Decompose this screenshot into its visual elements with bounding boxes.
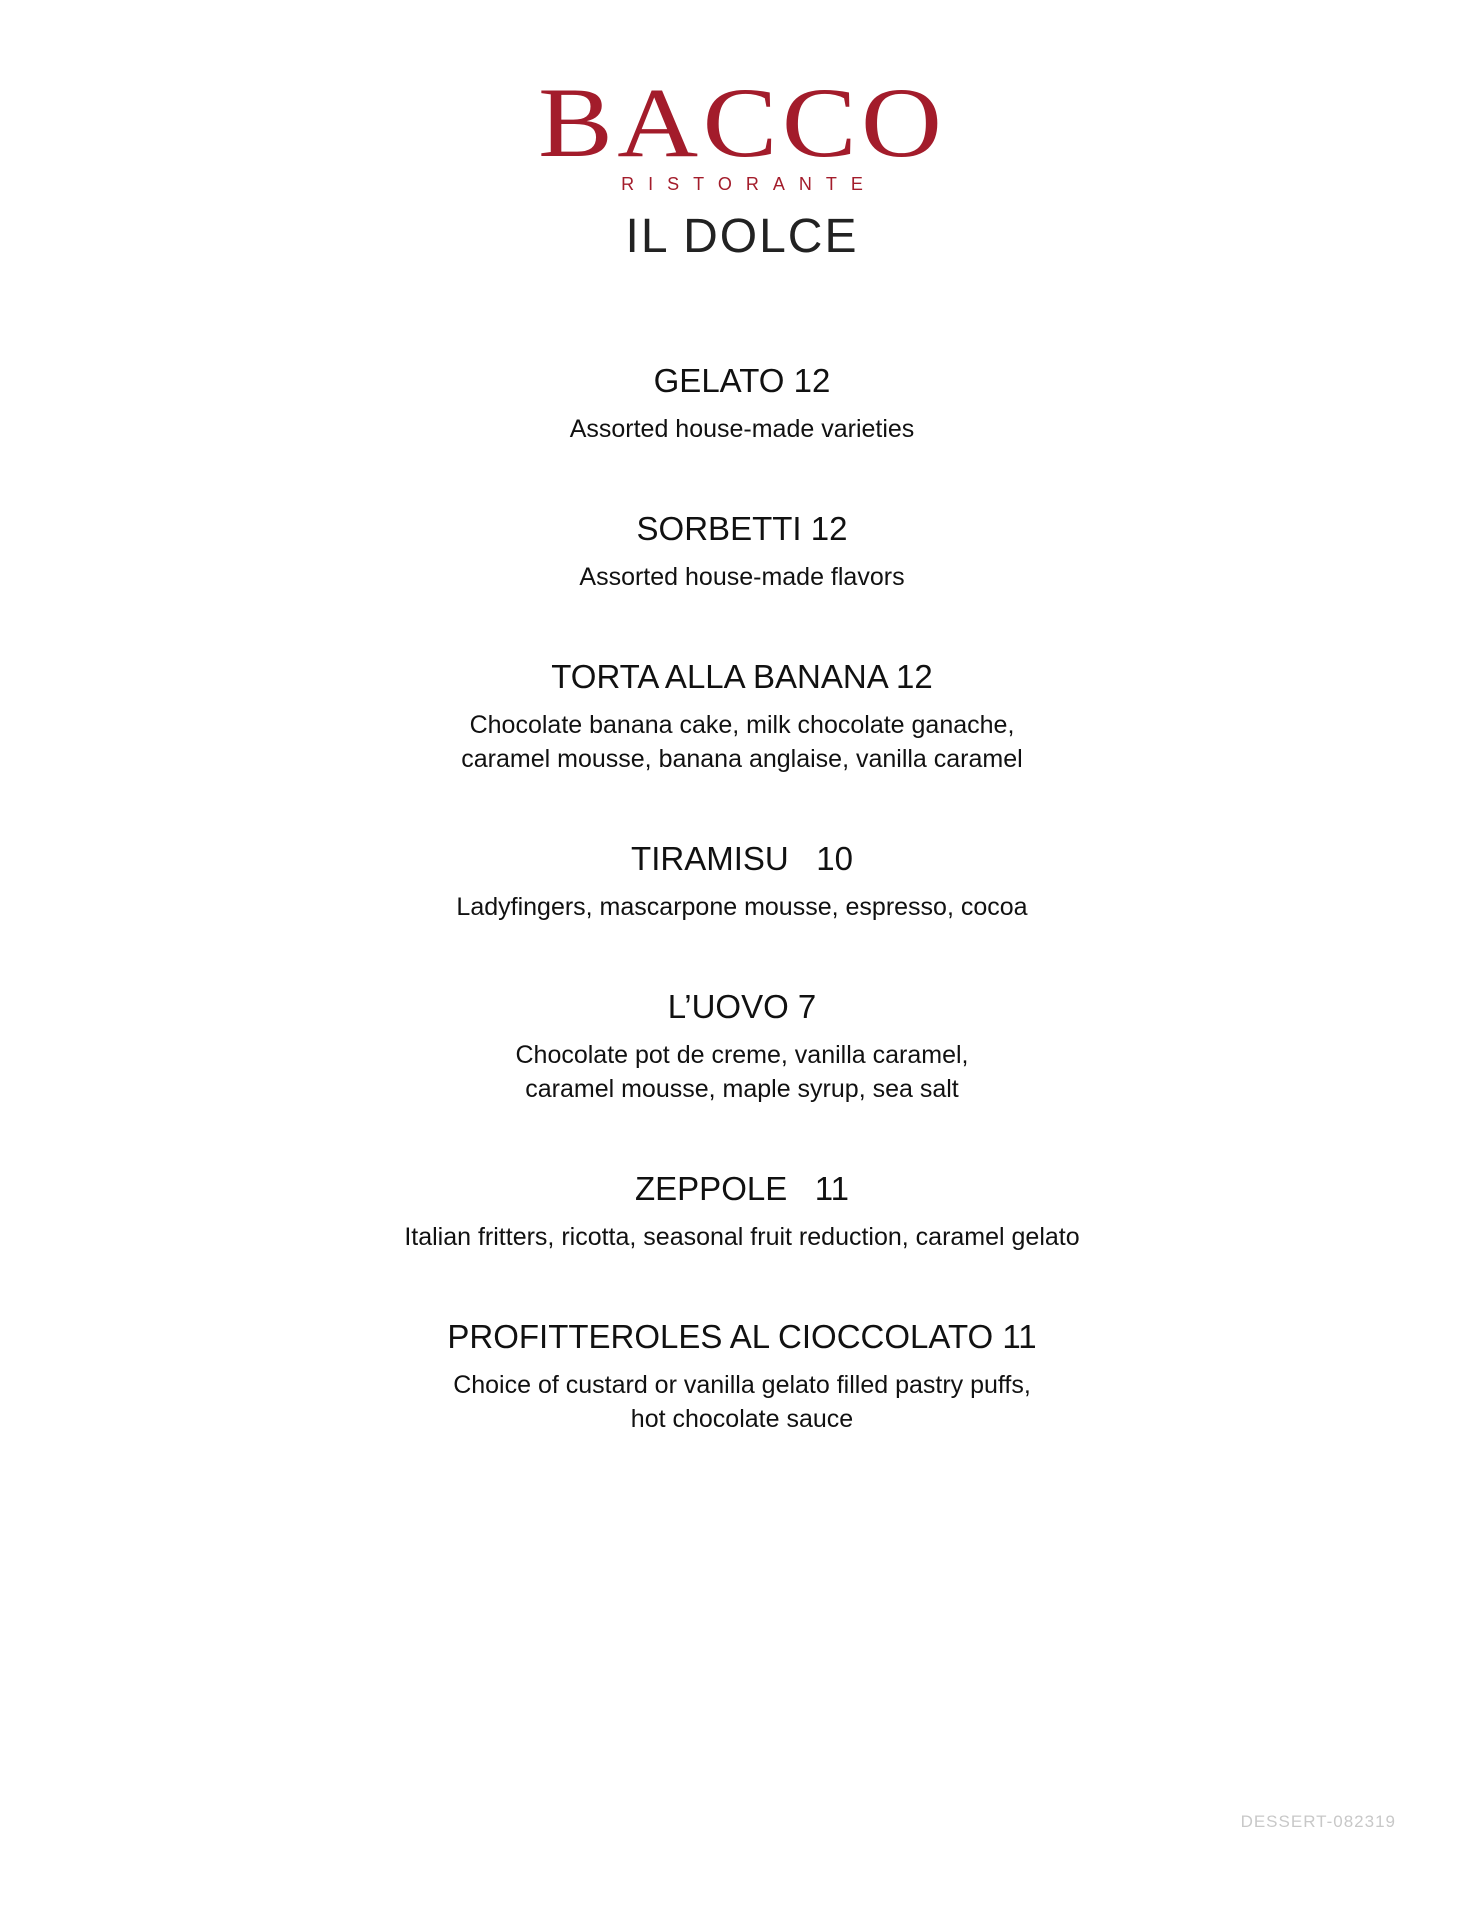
dessert-menu-list	[0, 360, 1484, 1498]
logo	[0, 67, 1484, 195]
logo-name: BACCO	[537, 67, 947, 178]
menu-item-name: PROFITTEROLES AL CIOCCOLATO 11	[447, 1318, 1037, 1355]
menu-item-description	[0, 1220, 1484, 1254]
page-title: IL DOLCE	[625, 210, 859, 263]
menu-item	[0, 1168, 1484, 1254]
menu-item-description-line: Ladyfingers, mascarpone mousse, espresso, cocoa	[456, 893, 1028, 921]
menu-item	[0, 986, 1484, 1106]
menu-item-name: TIRAMISU 10	[631, 840, 853, 877]
menu-item-description	[0, 1368, 1484, 1436]
menu-item	[0, 360, 1484, 446]
menu-item	[0, 508, 1484, 594]
menu-item-description	[0, 890, 1484, 924]
menu-item-name: SORBETTI 12	[636, 510, 848, 547]
menu-item-name: ZEPPOLE 11	[635, 1170, 849, 1207]
menu-item-name: GELATO 12	[653, 362, 831, 399]
menu-item-description-line: Chocolate banana cake, milk chocolate ganache,	[469, 711, 1015, 739]
menu-item-description-line: Chocolate pot de creme, vanilla caramel,	[515, 1041, 969, 1069]
logo-subtitle: RISTORANTE	[621, 174, 877, 194]
menu-item-description	[0, 412, 1484, 446]
menu-item-description-line: Choice of custard or vanilla gelato filled pastry puffs,	[453, 1371, 1031, 1399]
menu-item-description-line: caramel mousse, banana anglaise, vanilla caramel	[461, 745, 1023, 773]
menu-item-description-line: Italian fritters, ricotta, seasonal fruit reduction, caramel gelato	[404, 1223, 1080, 1251]
menu-item	[0, 656, 1484, 776]
menu-item-description-line: caramel mousse, maple syrup, sea salt	[525, 1075, 959, 1103]
menu-item-description-line: Assorted house-made varieties	[569, 415, 915, 443]
menu-code: DESSERT-082319	[1240, 1812, 1396, 1831]
menu-item-name: TORTA ALLA BANANA 12	[551, 658, 933, 695]
menu-item-description-line: hot chocolate sauce	[630, 1405, 854, 1433]
menu-item-description	[0, 708, 1484, 776]
menu-item	[0, 1316, 1484, 1436]
menu-item	[0, 838, 1484, 924]
menu-item-description	[0, 560, 1484, 594]
menu-item-name: L’UOVO 7	[667, 988, 817, 1025]
menu-header	[0, 67, 1484, 264]
menu-item-description-line: Assorted house-made flavors	[579, 563, 905, 591]
menu-item-description	[0, 1038, 1484, 1106]
